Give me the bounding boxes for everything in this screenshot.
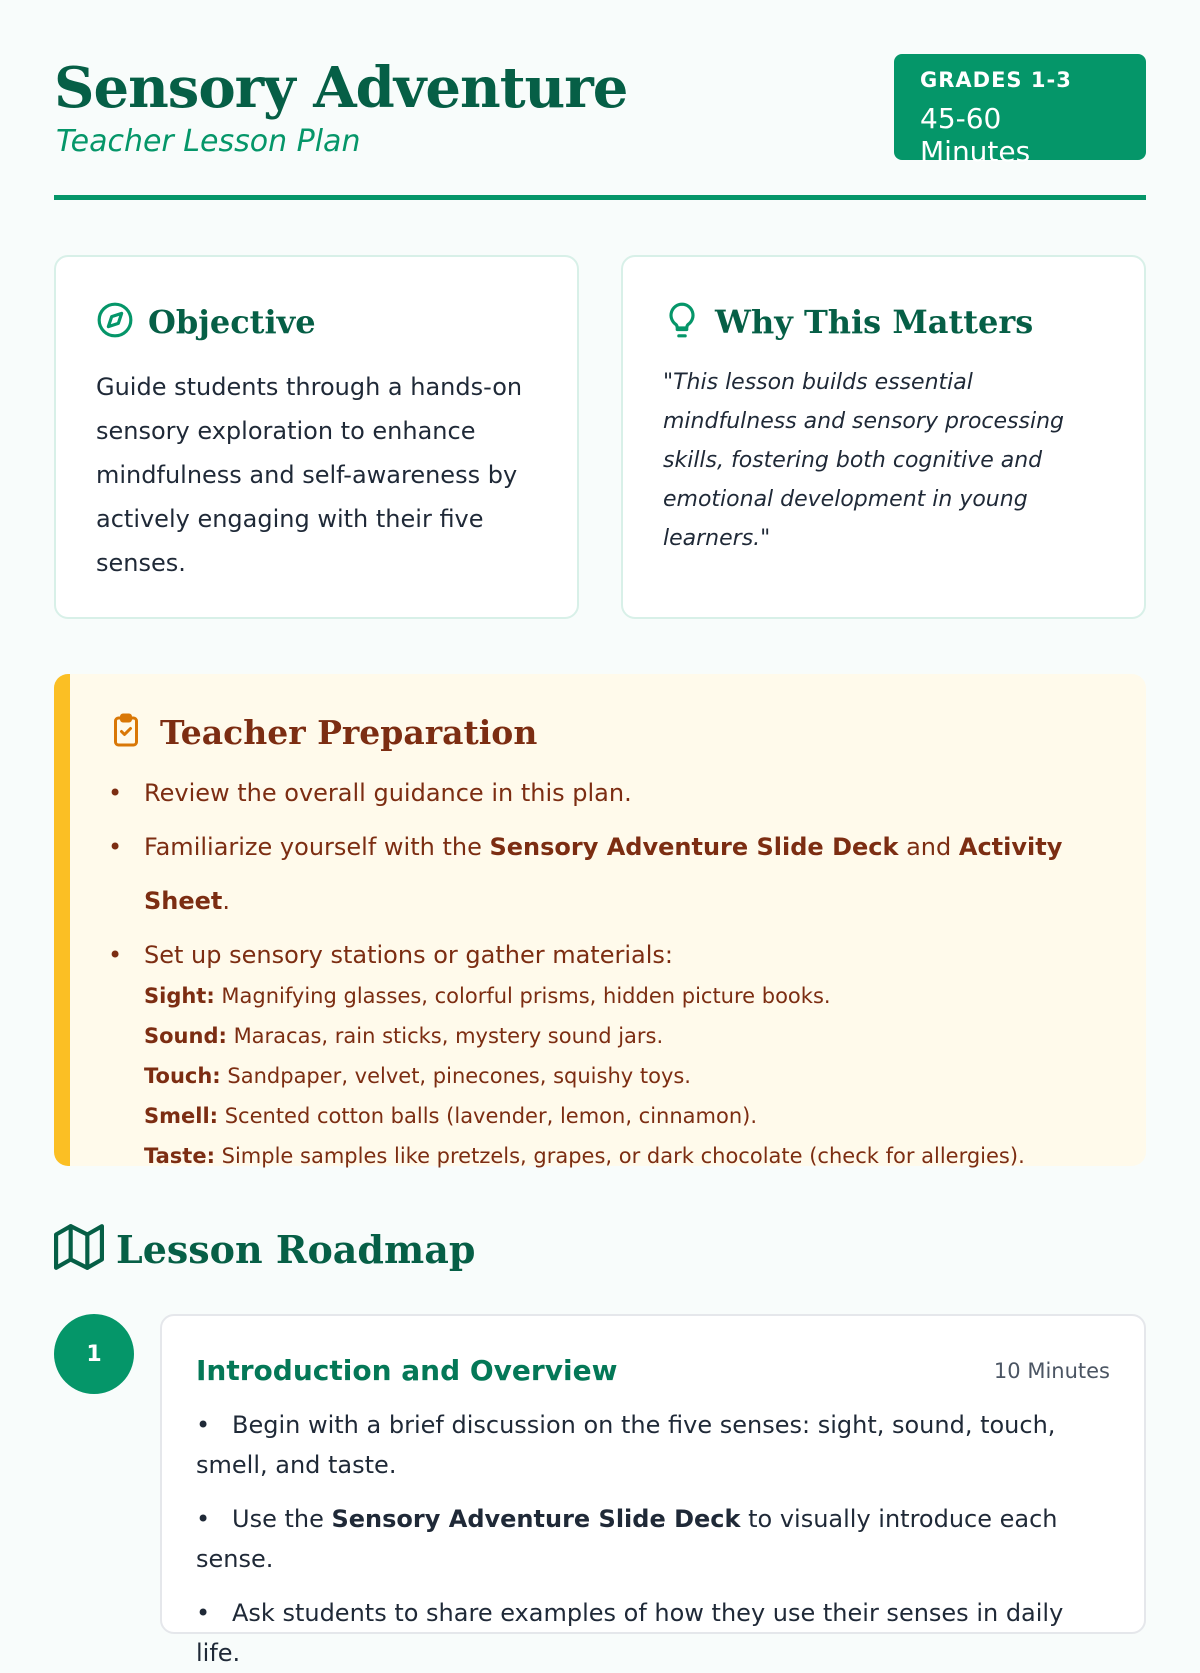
map-icon (54, 1222, 104, 1276)
material-smell: Smell: Scented cotton balls (lavender, lemon, cinnamon). (144, 1104, 758, 1128)
why-quote: "This lesson builds essential mindfulness and sensory processing skills, fostering both cognitive and emotional development in young learners." (663, 370, 1064, 551)
step-duration: 10 Minutes (993, 1358, 1110, 1383)
header (54, 54, 1146, 204)
list-item: • Ask students to share examples of how they use their senses in daily life. (196, 1593, 1110, 1673)
material-sight: Sight: Magnifying glasses, colorful prisms, hidden picture books. (144, 984, 831, 1008)
list-item: • Begin with a brief discussion on the five senses: sight, sound, touch, smell, and taste. (196, 1405, 1110, 1485)
page-subtitle: Teacher Lesson Plan (56, 124, 361, 159)
compass-icon (96, 301, 134, 343)
step-card (160, 1314, 1146, 1667)
list-item: • Review the overall guidance in this plan. (108, 766, 1106, 820)
header-divider (54, 195, 1146, 200)
grade-badge (894, 54, 1146, 168)
step-title: Introduction and Overview (196, 1354, 618, 1387)
preparation-heading: Teacher Preparation (160, 712, 538, 752)
step-list (196, 1405, 1110, 1673)
objective-text: Guide students through a hands-on sensory exploration to enhance mindfulness and self-awareness by actively engaging with their five senses. (96, 373, 523, 577)
list-item: • Set up sensory stations or gather materials: (108, 928, 1106, 982)
why-card (621, 255, 1146, 619)
roadmap-header (54, 1222, 475, 1276)
material-sound: Sound: Maracas, rain sticks, mystery sound jars. (144, 1024, 664, 1048)
duration-label: 45-60 Minutes (920, 102, 1031, 168)
roadmap-heading: Lesson Roadmap (116, 1226, 476, 1272)
material-taste: Taste: Simple samples like pretzels, grapes, or dark chocolate (check for allergies). (144, 1144, 1025, 1168)
list-item: • Use the Sensory Adventure Slide Deck to visually introduce each sense. (196, 1499, 1110, 1579)
preparation-list (108, 766, 1106, 982)
list-item: • Familiarize yourself with the Sensory Adventure Slide Deck and Activity Sheet. (108, 820, 1106, 928)
material-touch: Touch: Sandpaper, velvet, pinecones, squishy toys. (144, 1064, 691, 1088)
objective-heading: Objective (148, 303, 316, 341)
step-number: 1 (54, 1314, 134, 1394)
page-title: Sensory Adventure (54, 55, 628, 121)
teacher-preparation (54, 674, 1146, 1166)
clipboard-check-icon (108, 712, 144, 752)
grade-label: GRADES 1-3 (920, 68, 1072, 92)
objective-card (54, 255, 579, 619)
lightbulb-icon (663, 301, 701, 343)
why-heading: Why This Matters (715, 303, 1034, 341)
materials-list (108, 976, 1106, 1176)
